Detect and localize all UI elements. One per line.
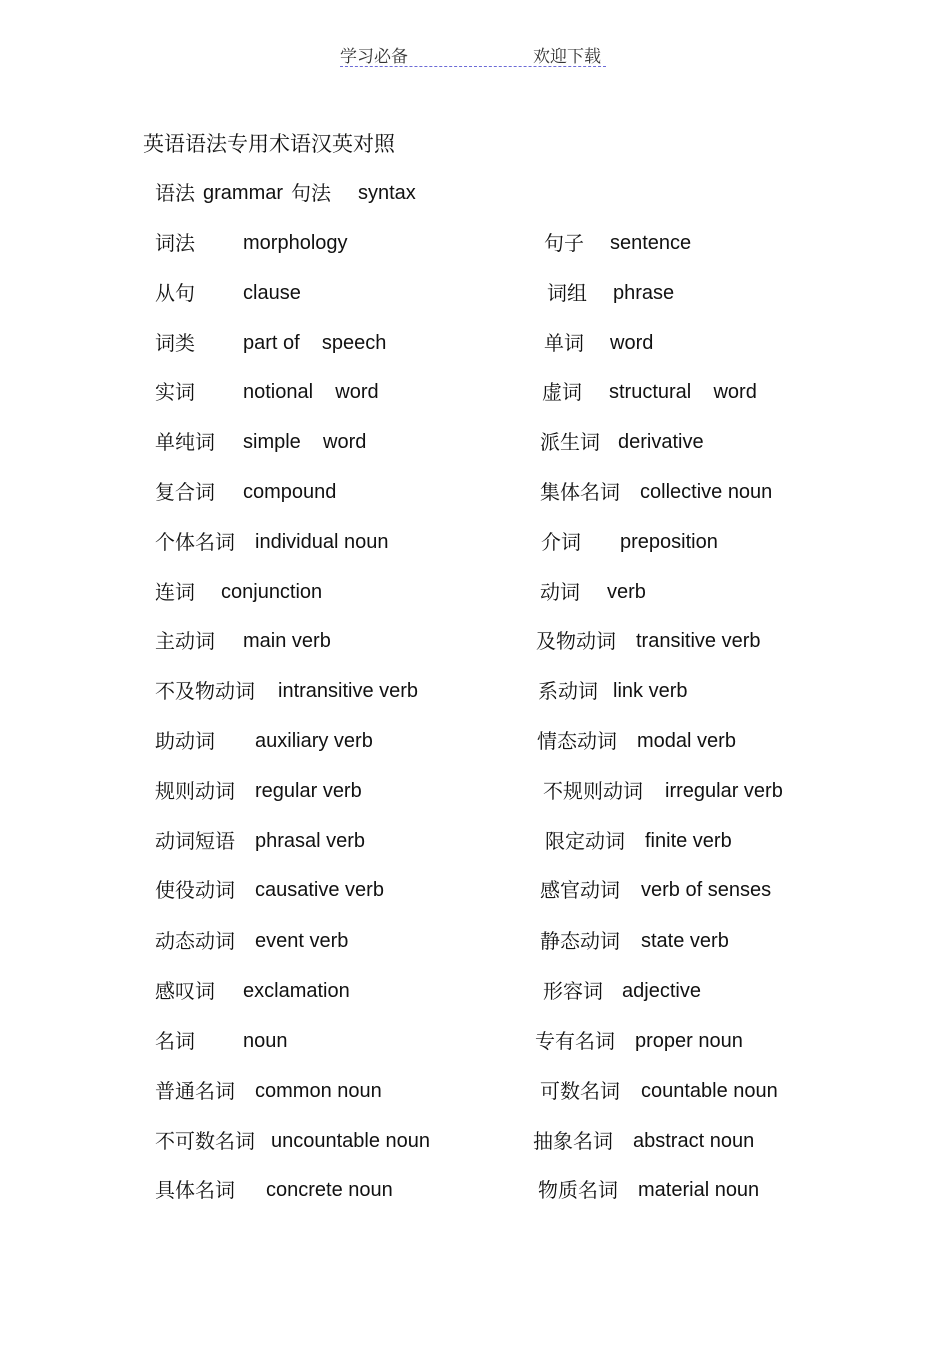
term-zh: 介词: [541, 530, 581, 554]
term-zh: 使役动词: [155, 878, 235, 902]
term-en: irregular verb: [665, 780, 783, 802]
term-en: verb of senses: [641, 879, 772, 901]
term-en: word: [610, 332, 654, 354]
term-zh: 集体名词: [540, 480, 620, 504]
term-zh: 限定动词: [545, 829, 625, 853]
term-en: notional word: [243, 381, 379, 403]
term-en: adjective: [622, 980, 701, 1002]
term-zh: 句法: [291, 181, 331, 205]
term-zh: 复合词: [155, 480, 215, 504]
term-zh: 系动词: [538, 679, 598, 703]
page-header: [340, 40, 606, 67]
term-en: concrete noun: [266, 1179, 393, 1201]
term-en: structural word: [609, 381, 757, 403]
term-zh: 及物动词: [536, 629, 616, 653]
term-en: proper noun: [635, 1030, 743, 1052]
term-en: conjunction: [221, 581, 323, 603]
term-zh: 词类: [155, 331, 195, 355]
term-zh: 助动词: [155, 729, 215, 753]
term-en: phrasal verb: [255, 830, 366, 852]
term-zh: 词组: [547, 281, 587, 305]
term-en: state verb: [641, 930, 729, 952]
term-en: individual noun: [255, 531, 389, 553]
term-en: verb: [607, 581, 646, 603]
term-zh: 虚词: [542, 380, 582, 404]
term-zh: 专有名词: [535, 1029, 615, 1053]
term-en: link verb: [613, 680, 688, 702]
term-en: regular verb: [255, 780, 362, 802]
term-zh: 静态动词: [540, 929, 620, 953]
term-en: event verb: [255, 930, 349, 952]
term-zh: 物质名词: [538, 1178, 618, 1202]
term-en: exclamation: [243, 980, 350, 1002]
term-en: part of speech: [243, 332, 387, 354]
term-zh: 单纯词: [155, 430, 215, 454]
term-zh: 不可数名词: [155, 1129, 255, 1153]
term-zh: 不及物动词: [155, 679, 255, 703]
term-zh: 动态动词: [155, 929, 235, 953]
term-en: auxiliary verb: [255, 730, 373, 752]
term-zh: 派生词: [540, 430, 600, 454]
term-zh: 句子: [544, 231, 584, 255]
term-en: common noun: [255, 1080, 382, 1102]
term-en: morphology: [243, 232, 348, 254]
term-zh: 抽象名词: [533, 1129, 613, 1153]
term-en: countable noun: [641, 1080, 778, 1102]
term-en: derivative: [618, 431, 704, 453]
term-zh: 从句: [155, 281, 195, 305]
term-zh: 实词: [155, 380, 195, 404]
header-left-text: 学习必备: [340, 47, 408, 67]
term-zh: 不规则动词: [543, 779, 643, 803]
term-zh: 语法: [155, 181, 195, 205]
term-en: transitive verb: [636, 630, 761, 652]
term-zh: 单词: [544, 331, 584, 355]
term-zh: 情态动词: [537, 729, 617, 753]
term-en: collective noun: [640, 481, 773, 503]
term-zh: 主动词: [155, 629, 215, 653]
term-en: sentence: [610, 232, 692, 254]
term-zh: 动词: [540, 580, 580, 604]
term-en: uncountable noun: [271, 1130, 431, 1152]
term-en: finite verb: [645, 830, 732, 852]
term-en: material noun: [638, 1179, 760, 1201]
term-en: causative verb: [255, 879, 384, 901]
term-en: syntax: [358, 182, 416, 204]
term-en: main verb: [243, 630, 331, 652]
term-en: abstract noun: [633, 1130, 755, 1152]
term-zh: 可数名词: [540, 1079, 620, 1103]
term-en: phrase: [613, 282, 675, 304]
term-zh: 普通名词: [155, 1079, 235, 1103]
term-zh: 词法: [155, 231, 195, 255]
term-en: preposition: [620, 531, 718, 553]
term-en: compound: [243, 481, 337, 503]
term-zh: 规则动词: [155, 779, 235, 803]
term-zh: 连词: [155, 580, 195, 604]
term-zh: 感官动词: [540, 878, 620, 902]
term-zh: 形容词: [543, 979, 603, 1003]
document-title: 英语语法专用术语汉英对照: [143, 132, 395, 156]
term-en: simple word: [243, 431, 367, 453]
header-right-text: 欢迎下载: [533, 47, 601, 67]
term-zh: 动词短语: [155, 829, 235, 853]
term-zh: 个体名词: [155, 530, 235, 554]
term-en: intransitive verb: [278, 680, 419, 702]
term-en: clause: [243, 282, 301, 304]
term-en: modal verb: [637, 730, 736, 752]
term-zh: 名词: [155, 1029, 195, 1053]
term-zh: 感叹词: [155, 979, 215, 1003]
term-en: grammar: [203, 182, 284, 204]
term-zh: 具体名词: [155, 1178, 235, 1202]
term-en: noun: [243, 1030, 288, 1052]
